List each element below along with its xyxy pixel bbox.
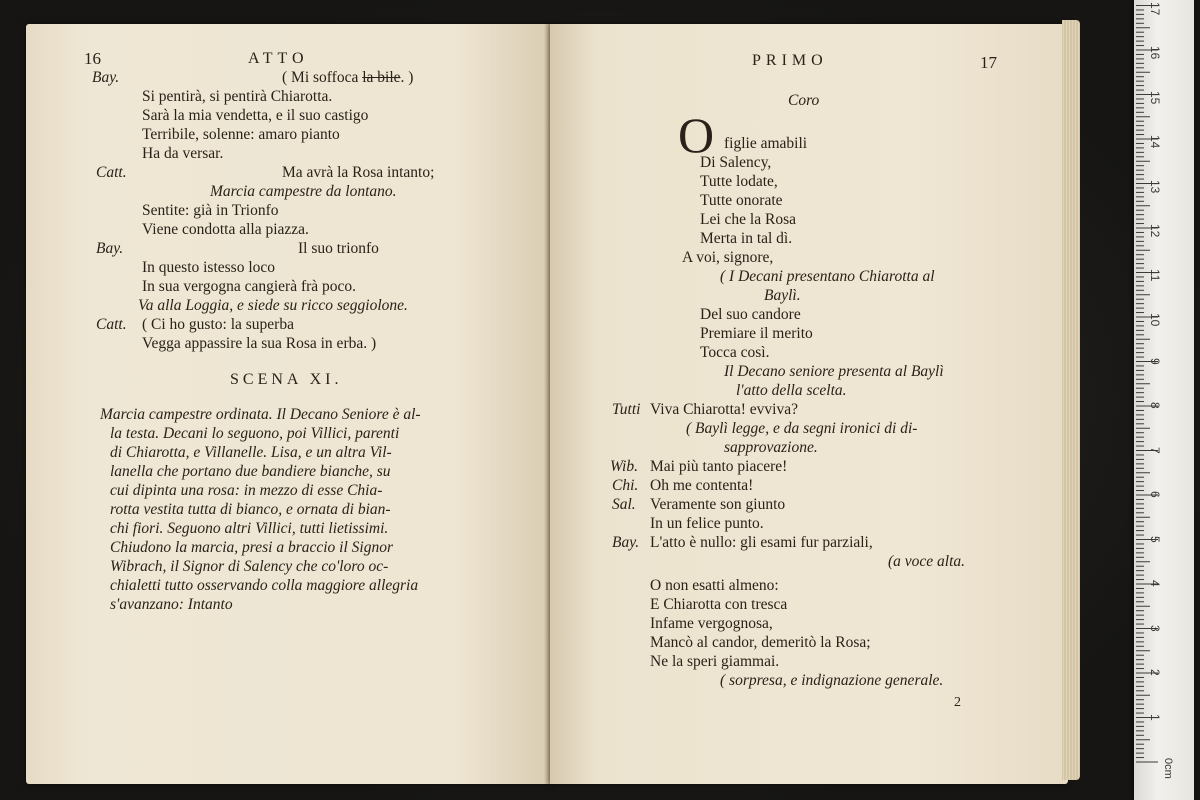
dialogue-line: Infame vergognosa, xyxy=(650,615,773,632)
dialogue-line: ( Mi soffoca la bile. ) xyxy=(282,69,414,86)
stage-direction-line: Wibrach, il Signor di Salency che co'loro oc- xyxy=(110,558,389,575)
dialogue-line: figlie amabili xyxy=(724,135,808,152)
stage-direction: Baylì. xyxy=(764,287,801,304)
dialogue-line: L'atto è nullo: gli esami fur parziali, xyxy=(650,534,873,551)
ruler-number: 15 xyxy=(1148,90,1162,104)
stage-direction-line: chi fiori. Seguono altri Villici, tutti lietissimi. xyxy=(110,520,389,537)
dialogue-line: Tutte onorate xyxy=(700,192,783,209)
dialogue-line: Lei che la Rosa xyxy=(700,211,796,228)
dialogue-line: Il suo trionfo xyxy=(298,240,379,257)
speaker-label: Bay. xyxy=(92,69,120,86)
stage-direction-line: di Chiarotta, e Villanelle. Lisa, e un altra Vil- xyxy=(110,444,392,461)
stage-direction-line: lanella che portano due bandiere bianche, su xyxy=(110,463,391,480)
stage-direction: (a voce alta. xyxy=(888,553,966,570)
dialogue-line: Tutte lodate, xyxy=(700,173,778,190)
dialogue-line: A voi, signore, xyxy=(682,249,774,266)
ruler-number: 8 xyxy=(1148,402,1162,409)
dialogue-line: O non esatti almeno: xyxy=(650,577,779,594)
ruler-number: 10 xyxy=(1148,313,1162,327)
dialogue-line: Si pentirà, si pentirà Chiarotta. xyxy=(142,88,333,105)
ruler-number: 12 xyxy=(1148,224,1162,238)
dialogue-line: Premiare il merito xyxy=(700,325,813,342)
dialogue-line: Sarà la mia vendetta, e il suo castigo xyxy=(142,107,369,124)
ruler-number: 14 xyxy=(1148,135,1162,149)
ruler-number: 3 xyxy=(1148,624,1162,632)
stage-direction-line: Chiudono la marcia, presi a braccio il Signor xyxy=(110,539,394,556)
stage-direction: sapprovazione. xyxy=(724,439,818,456)
dialogue-line: Merta in tal dì. xyxy=(700,230,793,247)
speaker-label: Sal. xyxy=(612,496,636,513)
dialogue-line: In sua vergogna cangierà frà poco. xyxy=(142,278,357,295)
dialogue-line: In un felice punto. xyxy=(650,515,764,532)
dialogue-line: Di Salency, xyxy=(700,154,772,171)
dialogue-line: Sentite: già in Trionfo xyxy=(142,202,279,219)
dialogue-line: Veramente son giunto xyxy=(650,496,786,513)
speaker-label: Chi. xyxy=(612,477,639,494)
right-page xyxy=(550,24,1068,784)
dialogue-line: Ma avrà la Rosa intanto; xyxy=(282,164,435,181)
chorus-heading: Coro xyxy=(788,92,820,109)
measuring-ruler xyxy=(1134,0,1194,800)
stage-direction-line: cui dipinta una rosa: in mezzo di esse Chia- xyxy=(110,482,383,499)
left-page xyxy=(26,24,552,784)
right-running-head: PRIMO xyxy=(752,52,828,69)
dialogue-line: Ne la speri giammai. xyxy=(650,653,780,670)
stage-direction: Va alla Loggia, e siede su ricco seggiolone. xyxy=(138,297,408,314)
ruler-number: 5 xyxy=(1148,535,1162,543)
page-edges xyxy=(1062,20,1080,780)
speaker-label: Wib. xyxy=(610,458,638,475)
left-page-number: 16 xyxy=(84,49,101,68)
dialogue-line: Viva Chiarotta! evviva? xyxy=(650,401,798,418)
dialogue-line: Ha da versar. xyxy=(142,145,224,162)
stage-direction: ( Baylì legge, e da segni ironici di di- xyxy=(686,420,918,437)
ruler-number: 1 xyxy=(1148,713,1162,721)
dialogue-line: Oh me contenta! xyxy=(650,477,754,494)
ruler-number: 13 xyxy=(1148,179,1162,193)
stage-direction-line: chialetti tutto osservando colla maggiore allegria xyxy=(110,577,419,594)
speaker-label: Tutti xyxy=(612,401,641,418)
stage-direction-line: Marcia campestre ordinata. Il Decano Seniore è al- xyxy=(100,406,421,423)
stage-direction-line: s'avanzano: Intanto xyxy=(110,596,233,613)
dialogue-line: E Chiarotta con tresca xyxy=(650,596,788,613)
ruler-number: 16 xyxy=(1148,46,1162,60)
right-page-number: 17 xyxy=(980,53,997,72)
stage-direction-line: la testa. Decani lo seguono, poi Villici, parenti xyxy=(110,425,400,442)
speaker-label: Catt. xyxy=(96,164,127,181)
dialogue-line: Mai più tanto piacere! xyxy=(650,458,788,475)
ruler-ticks xyxy=(1134,0,1194,800)
left-running-head: ATTO xyxy=(248,50,309,67)
drop-cap: O xyxy=(678,107,715,163)
ruler-number: 9 xyxy=(1148,357,1162,365)
ruler-number: 17 xyxy=(1148,1,1162,15)
stage-direction: Il Decano seniore presenta al Baylì xyxy=(724,363,944,380)
dialogue-line: ( Ci ho gusto: la superba xyxy=(142,316,294,333)
ruler-unit-label: 0cm xyxy=(1162,758,1174,779)
stage-direction: Marcia campestre da lontano. xyxy=(210,183,397,200)
signature-mark: 2 xyxy=(954,695,961,710)
dialogue-line: In questo istesso loco xyxy=(142,259,276,276)
speaker-label: Catt. xyxy=(96,316,127,333)
speaker-label: Bay. xyxy=(96,240,124,257)
speaker-label: Bay. xyxy=(612,534,640,551)
stage-direction: l'atto della scelta. xyxy=(736,382,847,399)
ruler-number: 6 xyxy=(1148,491,1162,498)
dialogue-line: Vegga appassire la sua Rosa in erba. ) xyxy=(142,335,377,352)
stage-direction: ( sorpresa, e indignazione generale. xyxy=(720,672,944,689)
ruler-number: 7 xyxy=(1148,446,1162,454)
scene-heading: SCENA XI. xyxy=(230,371,343,388)
dialogue-line: Mancò al candor, demeritò la Rosa; xyxy=(650,634,871,651)
stage-direction: ( I Decani presentano Chiarotta al xyxy=(720,268,935,285)
dialogue-line: Del suo candore xyxy=(700,306,801,323)
ruler-number: 11 xyxy=(1148,268,1162,281)
ruler-number: 2 xyxy=(1148,669,1162,676)
stage-direction-line: rotta vestita tutta di bianco, e ornata di bian- xyxy=(110,501,391,518)
dialogue-line: Tocca così. xyxy=(700,344,770,361)
ruler-number: 4 xyxy=(1148,580,1162,587)
dialogue-line: Viene condotta alla piazza. xyxy=(142,221,309,238)
dialogue-line: Terribile, solenne: amaro pianto xyxy=(142,126,340,143)
